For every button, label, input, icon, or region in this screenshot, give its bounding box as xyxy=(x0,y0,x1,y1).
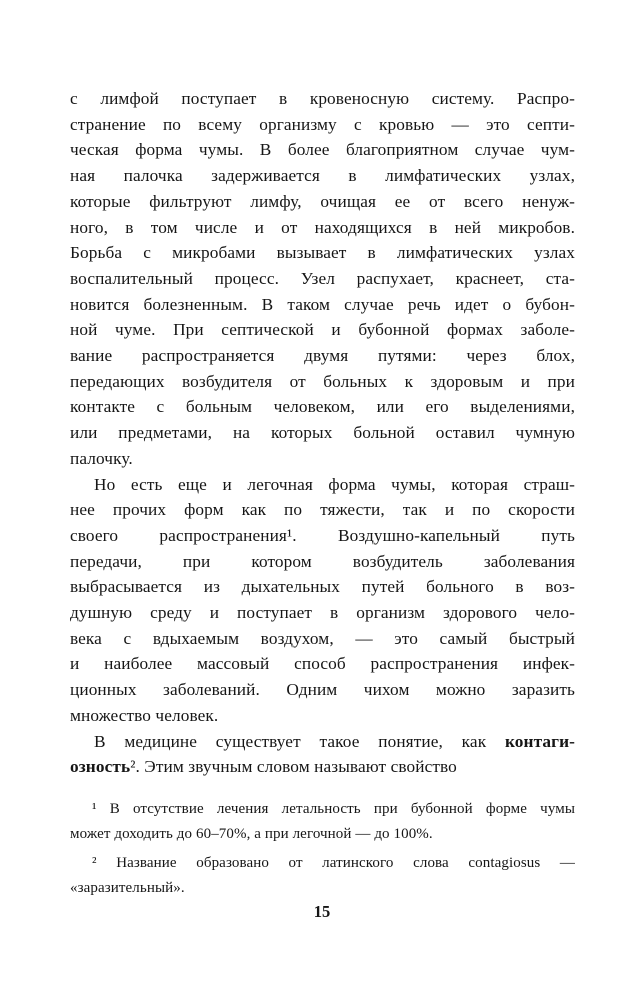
text-segment: странение по всему организму с кровью — это септи- xyxy=(70,114,575,134)
footnote-line xyxy=(70,797,575,822)
text-segment: В медицине существует такое понятие, как xyxy=(94,731,505,751)
text-line xyxy=(70,369,575,395)
text-line xyxy=(70,677,575,703)
text-line xyxy=(70,394,575,420)
text-line xyxy=(70,343,575,369)
text-segment: которые фильтруют лимфу, очищая ее от всего ненуж- xyxy=(70,191,575,211)
footnote-line xyxy=(70,851,575,876)
text-segment: передающих возбудителя от больных к здоровым и при xyxy=(70,371,575,391)
text-line xyxy=(70,215,575,241)
footnotes xyxy=(70,797,575,900)
text-line xyxy=(70,703,575,729)
text-line xyxy=(70,86,575,112)
text-segment: вание распространяется двумя путями: через блох, xyxy=(70,346,575,366)
text-segment: ческая форма чумы. В более благоприятном случае чум- xyxy=(70,140,575,160)
text-segment: своего распространения¹. Воздушно-капельный путь xyxy=(70,525,575,545)
text-segment: ной чуме. При септической и бубонной формах заболе- xyxy=(70,320,575,340)
bold-text-segment: контаги- xyxy=(504,731,575,751)
footnote-line xyxy=(70,822,575,847)
text-segment: ¹ В отсутствие лечения летальность при бубонной форме чумы xyxy=(92,801,575,817)
paragraph xyxy=(70,86,575,472)
text-segment: палочку. xyxy=(70,448,133,468)
text-line xyxy=(70,240,575,266)
text-line xyxy=(70,523,575,549)
text-segment: и наиболее массовый способ распространения инфек- xyxy=(70,654,575,674)
text-line xyxy=(70,292,575,318)
text-line xyxy=(70,420,575,446)
text-segment: с лимфой поступает в кровеносную систему. Распро- xyxy=(70,89,575,108)
text-segment: душную среду и поступает в организм здорового чело- xyxy=(70,603,575,623)
bold-text-segment: озность xyxy=(70,757,131,777)
text-segment: ного, в том числе и от находящихся в ней микробов. xyxy=(70,217,575,237)
footnote-line xyxy=(70,876,575,901)
text-segment: нее прочих форм как по тяжести, так и по скорости xyxy=(70,500,575,520)
text-line xyxy=(70,574,575,600)
text-segment: воспалительный процесс. Узел распухает, краснеет, ста- xyxy=(70,268,575,288)
text-line xyxy=(70,446,575,472)
footnote xyxy=(70,851,575,900)
text-line xyxy=(70,112,575,138)
text-segment: Но есть еще и легочная форма чумы, которая страш- xyxy=(94,474,575,494)
text-segment: или предметами, на которых больной оставил чумную xyxy=(70,423,575,443)
text-line xyxy=(70,189,575,215)
text-segment: ² Название образовано от латинского слова contagiosus — xyxy=(92,855,575,872)
text-line xyxy=(70,317,575,343)
text-segment: передачи, при котором возбудитель заболевания xyxy=(70,551,575,571)
text-segment: ная палочка задерживается в лимфатических узлах, xyxy=(70,166,575,186)
text-segment: «заразительный». xyxy=(70,879,185,896)
text-segment: может доходить до 60–70%, а при легочной — до 100%. xyxy=(70,825,433,842)
text-line xyxy=(70,137,575,163)
text-segment: контакте с больным человеком, или его выделениями, xyxy=(70,397,575,417)
text-line xyxy=(70,163,575,189)
text-segment: множество человек. xyxy=(70,705,219,725)
text-line xyxy=(70,472,575,498)
paragraph xyxy=(70,729,575,780)
text-segment: новится болезненным. В таком случае речь идет о бубон- xyxy=(70,294,575,314)
text-line xyxy=(70,600,575,626)
paragraph xyxy=(70,472,575,729)
text-line xyxy=(70,549,575,575)
text-segment: Борьба с микробами вызывает в лимфатических узлах xyxy=(70,243,575,263)
text-line xyxy=(70,266,575,292)
text-line xyxy=(70,497,575,523)
page-number: 15 xyxy=(313,902,331,921)
text-line xyxy=(70,651,575,677)
text-segment: выбрасывается из дыхательных путей больного в воз- xyxy=(70,577,575,597)
text-line xyxy=(70,754,575,780)
body-text xyxy=(70,86,575,780)
text-line xyxy=(70,729,575,755)
text-segment: ². Этим звучным словом называют свойство xyxy=(130,757,457,777)
text-segment: ционных заболеваний. Одним чихом можно заразить xyxy=(70,680,575,700)
footnote xyxy=(70,797,575,846)
text-segment: века с вдыхаемым воздухом, — это самый быстрый xyxy=(70,628,575,648)
text-line xyxy=(70,626,575,652)
